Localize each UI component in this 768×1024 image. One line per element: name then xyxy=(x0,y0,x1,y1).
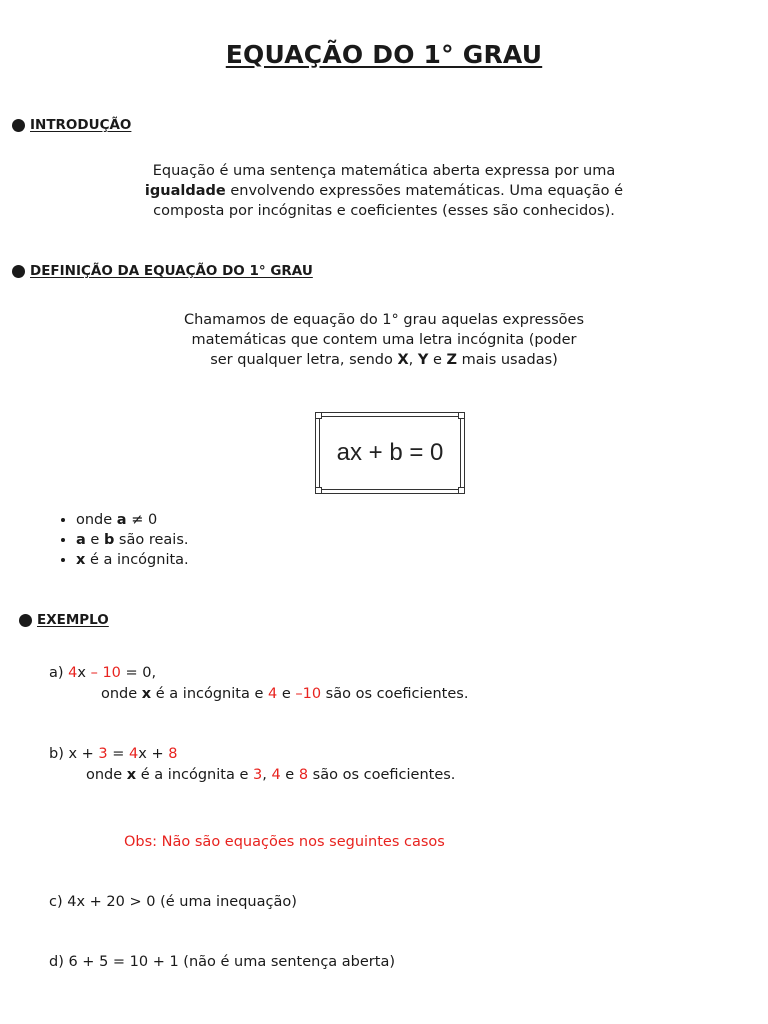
example-b-equation xyxy=(49,744,177,764)
coefficient: 4 xyxy=(68,665,78,681)
text-span: é a incógnita. xyxy=(85,552,189,568)
bold-term: a xyxy=(116,512,127,528)
text-span: são os coeficientes. xyxy=(321,686,469,702)
section-heading-definition xyxy=(12,263,313,279)
bullet-dot-icon xyxy=(12,119,25,132)
bold-term: x xyxy=(126,767,137,783)
text-span: ser qualquer letra, sendo xyxy=(210,352,398,368)
formula-text: ax + b = 0 xyxy=(336,439,444,466)
list-item xyxy=(76,550,189,570)
text-line: composta por incógnitas e coeficientes (esses são conhecidos). xyxy=(153,203,615,219)
bold-term: igualdade xyxy=(144,183,226,199)
bold-term: b xyxy=(103,532,115,548)
text-span: e xyxy=(280,767,299,783)
text-span: são os coeficientes. xyxy=(308,767,456,783)
text-span: onde xyxy=(76,512,117,528)
example-c: c) 4x + 20 > 0 (é uma inequação) xyxy=(49,894,297,910)
text-span: e xyxy=(85,532,104,548)
bold-term: Z xyxy=(446,352,458,368)
text-span: e xyxy=(428,352,447,368)
section-heading-intro xyxy=(12,117,131,133)
bold-term: x xyxy=(76,552,86,568)
section-label: EXEMPLO xyxy=(37,612,109,628)
text-span: = 0, xyxy=(120,665,157,681)
text-span: e xyxy=(277,686,296,702)
text-span: x + xyxy=(138,746,169,762)
observation-note: Obs: Não são equações nos seguintes casos xyxy=(124,834,445,850)
text-line xyxy=(130,350,638,370)
text-span: onde xyxy=(86,767,127,783)
formula-box xyxy=(315,412,465,494)
text-line: matemáticas que contem uma letra incógnita (poder xyxy=(191,332,577,348)
section-heading-example xyxy=(19,612,109,628)
text-span: são reais. xyxy=(114,532,189,548)
text-span: , xyxy=(262,767,272,783)
coefficient: 4 xyxy=(268,686,278,702)
coefficient: 3 xyxy=(253,767,263,783)
coefficient: –10 xyxy=(295,686,322,702)
text-span: , xyxy=(408,352,418,368)
example-a-equation xyxy=(49,663,156,683)
intro-paragraph xyxy=(100,161,668,221)
text-line: Equação é uma sentença matemática aberta expressa por uma xyxy=(152,163,616,179)
definition-paragraph xyxy=(130,310,638,370)
page-title: EQUAÇÃO DO 1° GRAU xyxy=(225,40,543,69)
section-label: INTRODUÇÃO xyxy=(30,117,132,133)
example-a-explanation xyxy=(101,684,468,704)
bullet-dot-icon xyxy=(12,265,25,278)
text-span: é a incógnita e xyxy=(151,686,268,702)
list-item xyxy=(76,510,189,530)
conditions-list xyxy=(56,510,189,570)
bold-term: Y xyxy=(417,352,429,368)
text-span: x xyxy=(77,665,91,681)
coefficient: 8 xyxy=(168,746,178,762)
list-item xyxy=(76,530,189,550)
text-span: ≠ 0 xyxy=(126,512,158,528)
text-line xyxy=(100,181,668,201)
coefficient: 8 xyxy=(298,767,309,783)
bold-term: X xyxy=(397,352,409,368)
text-span: = xyxy=(107,746,130,762)
coefficient: – 10 xyxy=(90,665,121,681)
coefficient: 4 xyxy=(271,767,281,783)
text-span: a) xyxy=(49,665,69,681)
text-span: b) x + xyxy=(49,746,99,762)
text-span: é a incógnita e xyxy=(136,767,253,783)
coefficient: 3 xyxy=(98,746,108,762)
bullet-dot-icon xyxy=(19,614,32,627)
section-label: DEFINIÇÃO DA EQUAÇÃO DO 1° GRAU xyxy=(30,263,313,279)
text-span: onde xyxy=(101,686,142,702)
text-line: Chamamos de equação do 1° grau aquelas expressões xyxy=(183,312,584,328)
text-span: envolvendo expressões matemáticas. Uma equação é xyxy=(225,183,624,199)
example-d: d) 6 + 5 = 10 + 1 (não é uma sentença aberta) xyxy=(49,954,395,970)
example-b-explanation xyxy=(86,765,455,785)
bold-term: x xyxy=(141,686,152,702)
coefficient: 4 xyxy=(129,746,139,762)
text-span: mais usadas) xyxy=(457,352,558,368)
bold-term: a xyxy=(76,532,86,548)
